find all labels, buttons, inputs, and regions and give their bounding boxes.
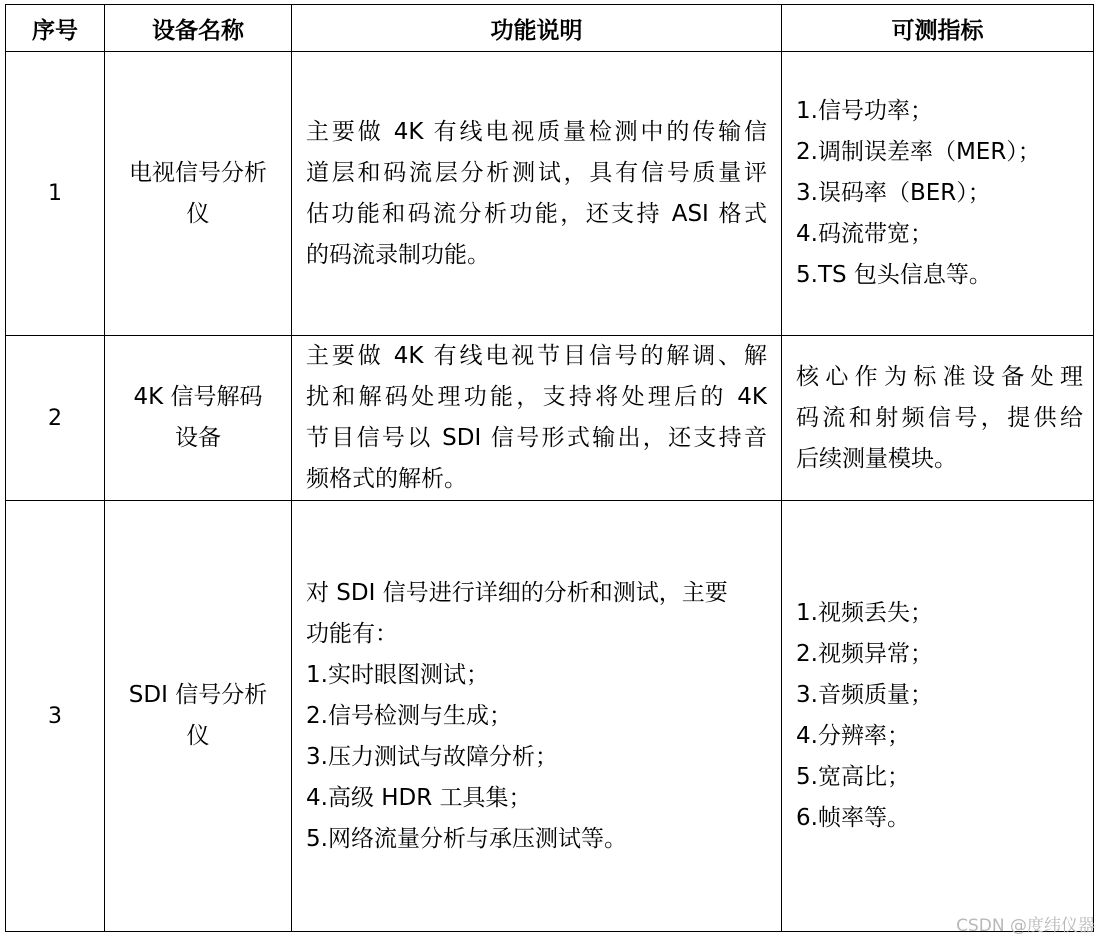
indicator-line: 4.码流带宽； (796, 221, 933, 247)
device-name-line: 仪 (186, 723, 210, 749)
header-function: 功能说明 (292, 5, 782, 52)
function-line: 功能有： (306, 620, 398, 647)
function-line: 4.高级 HDR 工具集； (306, 784, 532, 811)
device-name (105, 501, 292, 932)
function-line: 频格式的解析。 (306, 466, 467, 492)
device-name-line: 设备 (175, 425, 221, 451)
function-line: 1.实时眼图测试； (306, 661, 489, 688)
indicator-line: 1.信号功率； (796, 98, 933, 124)
function-line: 2.信号检测与生成； (306, 702, 512, 729)
device-name (105, 52, 292, 336)
row-index: 2 (6, 336, 105, 501)
indicator-line: 2.调制误差率（MER）； (796, 139, 1041, 165)
indicator-line: 2.视频异常； (796, 641, 933, 667)
indicator-line: 5.宽高比； (796, 764, 910, 790)
indicators (782, 501, 1094, 932)
function-description (292, 336, 782, 501)
indicator-line: 3.音频质量； (796, 682, 933, 708)
indicators (782, 52, 1094, 336)
device-name-line: 4K 信号解码 (133, 384, 263, 410)
function-line: 扰和解码处理功能，支持将处理后的 4K (306, 384, 767, 410)
table-row (6, 52, 1094, 336)
function-line: 5.网络流量分析与承压测试等。 (306, 825, 627, 852)
indicators (782, 336, 1094, 501)
indicator-line: 6.帧率等。 (796, 805, 910, 831)
indicator-line: 4.分辨率； (796, 723, 910, 749)
indicator-line: 1.视频丢失； (796, 600, 933, 626)
function-line: 3.压力测试与故障分析； (306, 743, 558, 770)
device-name-line: SDI 信号分析 (128, 682, 268, 708)
table-row (6, 501, 1094, 932)
header-device-name: 设备名称 (105, 5, 292, 52)
header-indicators: 可测指标 (782, 5, 1094, 52)
device-name (105, 336, 292, 501)
device-name-line: 仪 (186, 200, 210, 227)
function-description (292, 52, 782, 336)
indicator-line: 5.TS 包头信息等。 (796, 262, 992, 288)
table-row (6, 336, 1094, 501)
table-header-row (6, 5, 1094, 52)
watermark: CSDN @度纬仪器 (956, 916, 1095, 936)
function-description (292, 501, 782, 932)
row-index: 1 (6, 52, 105, 336)
function-line: 主要做 4K 有线电视节目信号的解调、解 (306, 343, 767, 369)
function-line: 道层和码流层分析测试，具有信号质量评 (306, 159, 767, 186)
equipment-table (5, 4, 1094, 932)
indicator-line: 核心作为标准设备处理 (796, 363, 1083, 390)
function-line: 主要做 4K 有线电视质量检测中的传输信 (306, 118, 767, 145)
function-line: 估功能和码流分析功能，还支持 ASI 格式 (306, 200, 767, 227)
row-index: 3 (6, 501, 105, 932)
indicator-line: 码流和射频信号，提供给 (796, 404, 1083, 431)
indicator-line: 3.误码率（BER）； (796, 180, 991, 206)
function-line: 的码流录制功能。 (306, 241, 490, 268)
header-index: 序号 (6, 5, 105, 52)
device-name-line: 电视信号分析 (129, 159, 267, 186)
indicator-line: 后续测量模块。 (796, 445, 957, 472)
function-line: 节目信号以 SDI 信号形式输出，还支持音 (306, 425, 767, 451)
function-line: 对 SDI 信号进行详细的分析和测试，主要 (306, 579, 728, 606)
